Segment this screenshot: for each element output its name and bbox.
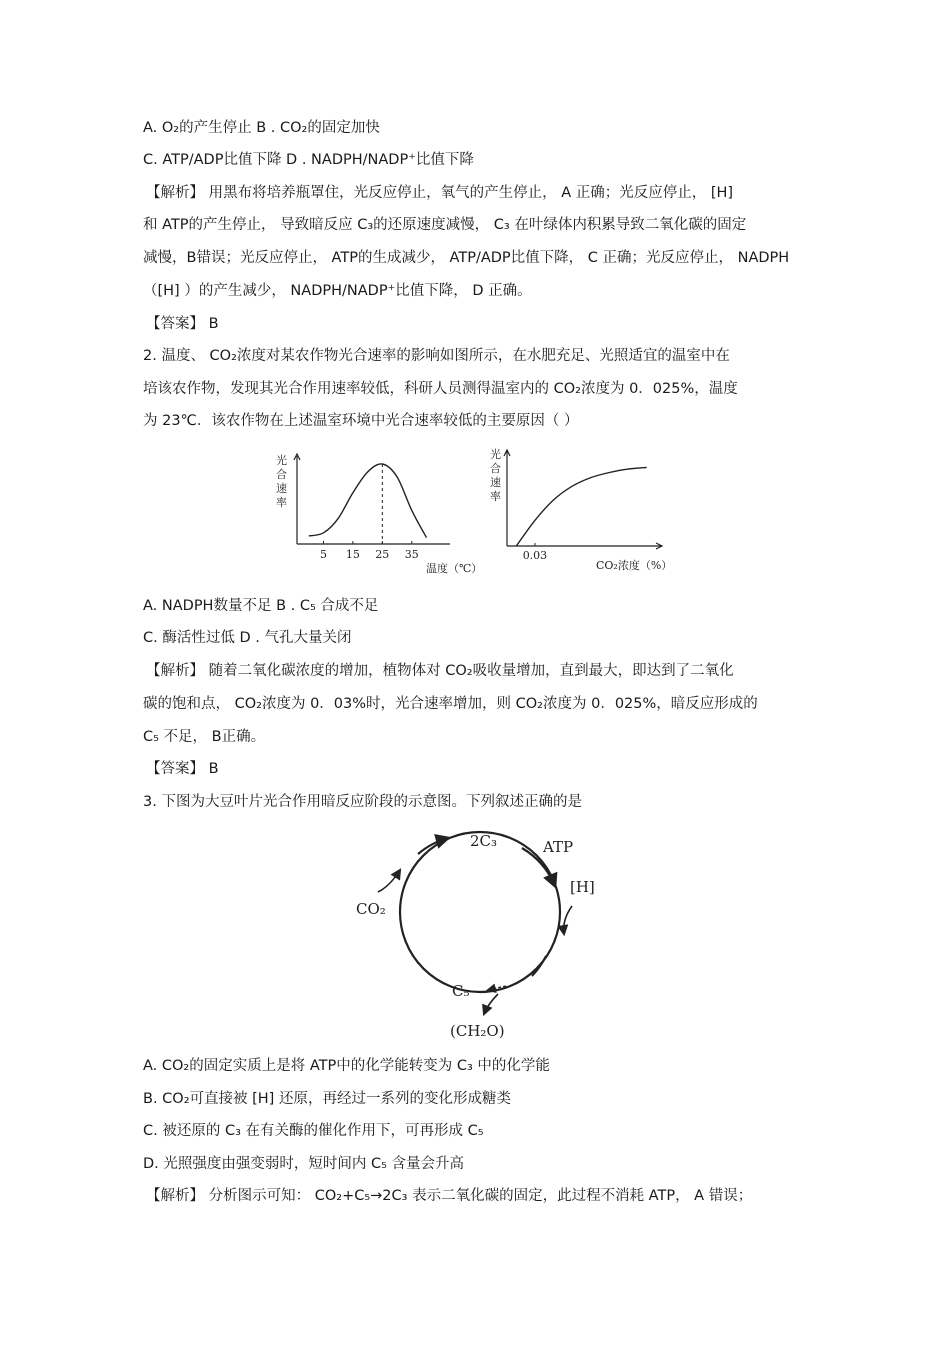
co2-chart: [484, 448, 684, 580]
ylabel-char-1: 光: [276, 454, 287, 467]
q1-option-c-d: C. ATP/ADP比值下降 D . NADPH/NADP⁺比值下降: [143, 152, 474, 168]
ylabel-char-4: 率: [490, 490, 501, 503]
co2-chart-xlabel: CO₂浓度（%）: [596, 559, 673, 572]
x-tick-label: 0.03: [522, 549, 548, 562]
ylabel-char-2: 合: [276, 468, 287, 481]
q2-explanation-line-3: C₅ 不足， B正确。: [143, 729, 266, 745]
q1-answer: 【答案】 B: [146, 316, 219, 332]
q2-answer: 【答案】 B: [146, 761, 219, 777]
q2-explanation-line-1: 【解析】 随着二氧化碳浓度的增加，植物体对 CO₂吸收量增加，直到最大，即达到了二氧化: [146, 663, 734, 679]
temperature-chart-xlabel: 温度（℃）: [426, 562, 483, 575]
q1-option-a-b: A. O₂的产生停止 B . CO₂的固定加快: [143, 120, 380, 136]
co2-curve: [516, 467, 646, 546]
q2-stem-line-1: 2. 温度、 CO₂浓度对某农作物光合速率的影响如图所示，在水肥充足、光照适宜的温室中在: [143, 348, 730, 364]
q2-option-a-b: A. NADPH数量不足 B . C₅ 合成不足: [143, 598, 379, 614]
ylabel-char-1: 光: [490, 448, 501, 461]
q3-option-d: D. 光照强度由强变弱时，短时间内 C₅ 含量会升高: [143, 1156, 465, 1172]
q2-explanation-line-2: 碳的饱和点， CO₂浓度为 0．03%时，光合速率增加，则 CO₂浓度为 0．025%，暗反应形成的: [143, 696, 758, 712]
q1-explanation-line-1: 【解析】 用黑布将培养瓶罩住，光反应停止，氧气的产生停止， A 正确；光反应停止， [H]: [146, 185, 734, 201]
ch2o-output-arrow-icon: [484, 994, 498, 1014]
co2-chart-ylabel: [490, 448, 501, 503]
ylabel-char-3: 速: [276, 482, 287, 495]
q2-stem-line-3: 为 23℃．该农作物在上述温室环境中光合速率较低的主要原因（ ）: [143, 413, 579, 429]
q3-explanation-line-1: 【解析】 分析图示可知： CO₂+C₅→2C₃ 表示二氧化碳的固定，此过程不消耗 ATP， A 错误；: [146, 1188, 753, 1204]
x-tick-label: 25: [375, 548, 390, 561]
cycle-circle: [400, 832, 560, 992]
q1-explanation-line-4: （[H] ）的产生减少， NADPH/NADP⁺比值下降， D 正确。: [143, 283, 532, 299]
q2-option-c-d: C. 酶活性过低 D . 气孔大量关闭: [143, 630, 352, 646]
q2-stem-line-2: 培该农作物，发现其光合作用速率较低，科研人员测得温室内的 CO₂浓度为 0．025%，温度: [143, 381, 738, 397]
x-tick-label: 35: [404, 548, 419, 561]
label-ch2o: (CH₂O): [450, 1022, 505, 1040]
x-tick-label: 5: [319, 548, 327, 561]
ylabel-char-2: 合: [490, 462, 501, 475]
ylabel-char-3: 速: [490, 476, 501, 489]
x-tick-label: 15: [345, 548, 360, 561]
ylabel-char-4: 率: [276, 496, 287, 509]
q3-option-b: B. CO₂可直接被 [H] 还原，再经过一系列的变化形成糖类: [143, 1091, 511, 1107]
label-h: [H]: [570, 878, 595, 896]
temperature-curve: [309, 464, 427, 538]
q3-option-a: A. CO₂的固定实质上是将 ATP中的化学能转变为 C₃ 中的化学能: [143, 1058, 550, 1074]
temperature-chart-ylabel: [276, 453, 287, 509]
label-c5: C₅: [452, 982, 470, 1000]
h-input-arrow-icon: [564, 906, 572, 934]
label-co2: CO₂: [356, 900, 386, 918]
temperature-chart: [268, 448, 488, 580]
cycle-arrow-segment: [532, 956, 546, 976]
q1-explanation-line-2: 和 ATP的产生停止， 导致暗反应 C₃的还原速度减慢， C₃ 在叶绿体内积累导致二氧化碳的固定: [143, 217, 747, 233]
label-2c3: 2C₃: [470, 832, 498, 850]
q1-explanation-line-3: 减慢，B错误；光反应停止， ATP的生成减少， ATP/ADP比值下降， C 正确；光反应停止， NADPH: [143, 250, 790, 266]
co2-input-arrow-icon: [378, 870, 400, 892]
calvin-cycle-diagram: [350, 828, 620, 1046]
q3-stem: 3. 下图为大豆叶片光合作用暗反应阶段的示意图。下列叙述正确的是: [143, 794, 582, 810]
label-atp: ATP: [543, 838, 574, 856]
q3-option-c: C. 被还原的 C₃ 在有关酶的催化作用下，可再形成 C₅: [143, 1123, 484, 1139]
